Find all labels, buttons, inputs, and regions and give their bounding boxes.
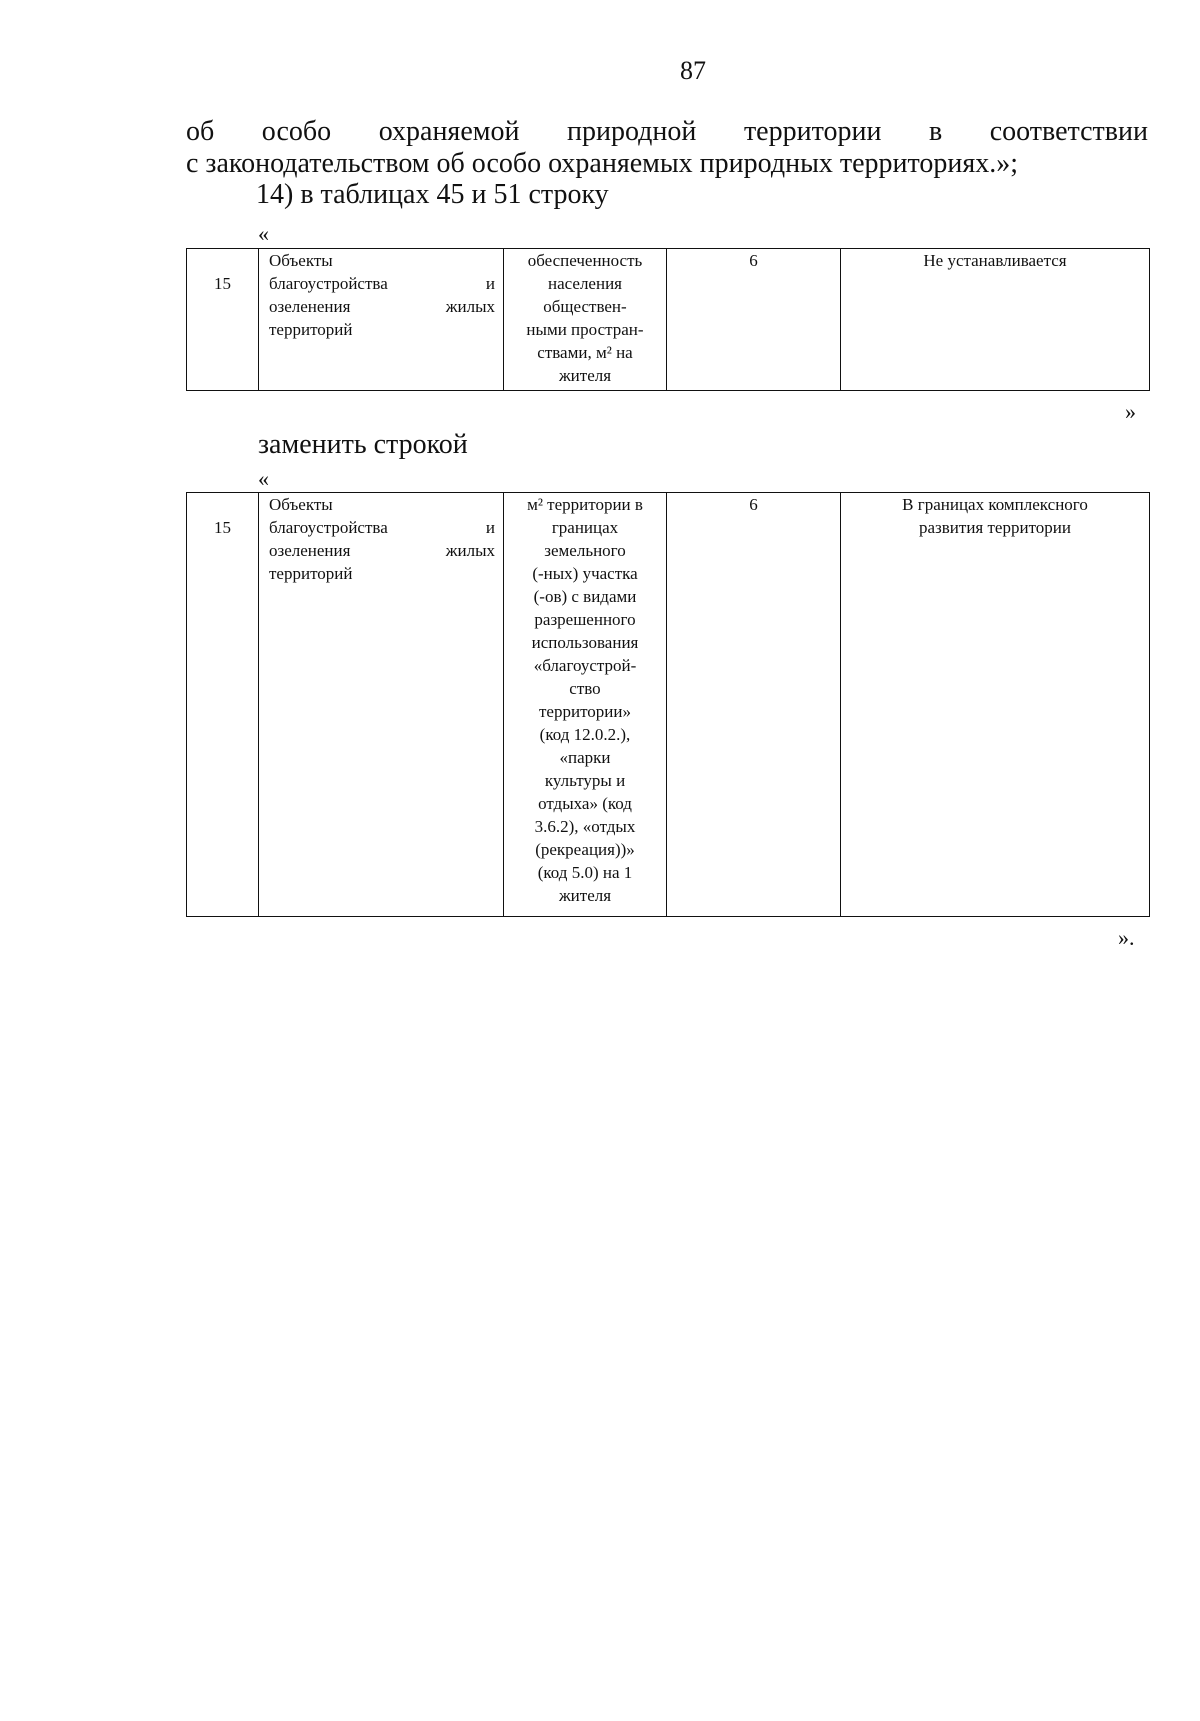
value-cell: 6 xyxy=(667,249,841,391)
table-row xyxy=(187,249,1150,391)
intro-word: территории xyxy=(743,116,882,147)
close-quote: ». xyxy=(1118,925,1135,950)
row-number: 15 xyxy=(187,249,259,391)
new-row-table xyxy=(186,492,1150,917)
close-quote: » xyxy=(1125,399,1136,424)
row-number: 15 xyxy=(187,493,259,917)
note-cell: Не устанавливается xyxy=(841,249,1150,391)
value-cell: 6 xyxy=(667,493,841,917)
page-number: 87 xyxy=(680,56,706,85)
indicator-cell: м² территории в границах земельного (-ных) участка (-ов) с видами разрешенного использования «благоустрой- ство территории» (код 12.0.2.), «парки культуры и отдыха» (код 3.6.2), «отдых (рекреация))» (код 5.0) на 1 жителя xyxy=(504,493,667,917)
replace-instruction: заменить строкой xyxy=(258,429,468,460)
intro-word: природной xyxy=(567,116,697,147)
object-cell: Объекты благоустройства и озеленения жилых территорий xyxy=(259,493,504,917)
old-row-table xyxy=(186,248,1150,391)
intro-line-3: 14) в таблицах 45 и 51 строку xyxy=(256,179,609,210)
intro-word: в xyxy=(928,116,943,147)
open-quote: « xyxy=(258,466,269,491)
intro-word: охраняемой xyxy=(378,116,520,147)
intro-line-2: с законодательством об особо охраняемых природных территориях.»; xyxy=(186,148,1019,179)
intro-word: особо xyxy=(261,116,332,147)
open-quote: « xyxy=(258,221,269,246)
intro-line-1 xyxy=(186,117,1148,147)
object-cell: Объекты благоустройства и озеленения жилых территорий xyxy=(259,249,504,391)
table-row xyxy=(187,493,1150,917)
intro-word: соответствии xyxy=(989,116,1148,147)
note-cell: В границах комплексного развития территории xyxy=(841,493,1150,917)
intro-word: об xyxy=(186,116,215,147)
indicator-cell: обеспеченность населения обществен- ными простран- ствами, м² на жителя xyxy=(504,249,667,391)
